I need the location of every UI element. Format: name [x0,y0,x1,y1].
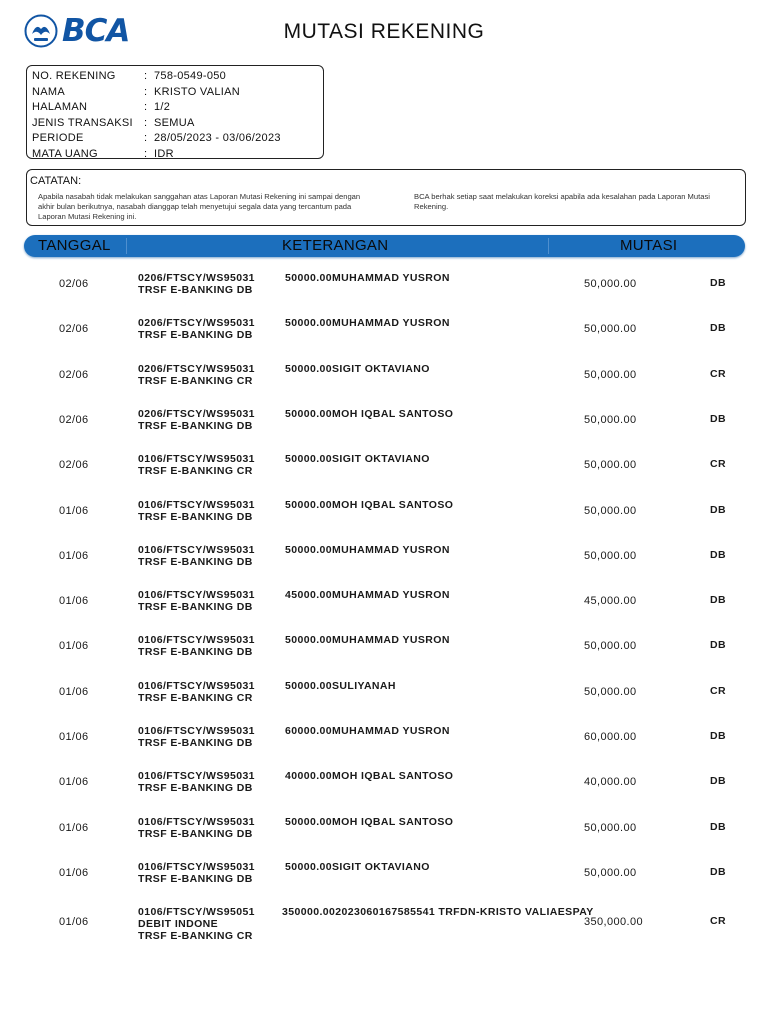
transaction-description: 40000.00MOH IQBAL SANTOSO [285,770,454,783]
transaction-amount: 50,000.00 [584,278,637,290]
transaction-date: 01/06 [59,866,89,879]
transaction-type: CR [710,458,726,471]
reference-line: TRSF E-BANKING CR [138,930,253,943]
reference-line: TRSF E-BANKING DB [138,329,253,342]
notes-right-text: BCA berhak setiap saat melakukan koreksi apabila ada kesalahan pada Laporan Mutasi Rekening. [414,192,710,211]
reference-line: 0106/FTSCY/WS95031 [138,770,255,783]
transaction-date: 01/06 [59,685,89,698]
account-label: HALAMAN [32,101,88,113]
transaction-reference [138,770,255,794]
account-label: JENIS TRANSAKSI [32,116,133,129]
transaction-reference [138,363,255,387]
account-colon: : [144,101,148,113]
transaction-description: 50000.00SULIYANAH [285,679,396,692]
transaction-amount: 350,000.00 [584,916,644,929]
transaction-amount: 50,000.00 [584,413,637,426]
transaction-date: 02/06 [59,413,89,426]
account-row-transaction-type [32,116,323,132]
transaction-reference [138,680,255,704]
transaction-date: 02/06 [59,459,89,472]
reference-line: 0206/FTSCY/WS95031 [138,317,255,330]
transaction-reference [138,589,255,613]
account-value: KRISTO VALIAN [154,85,241,98]
transaction-reference [138,272,255,296]
transaction-amount: 60,000.00 [584,731,637,743]
reference-line: TRSF E-BANKING CR [138,691,253,704]
reference-line: TRSF E-BANKING CR [138,374,253,387]
account-label: MATA UANG [32,147,98,160]
notes-title: CATATAN: [30,175,82,187]
account-row-number [32,69,323,85]
transaction-amount: 50,000.00 [584,685,637,698]
transaction-type: CR [710,684,726,697]
account-colon: : [144,147,148,160]
transaction-reference [138,499,255,523]
account-value: 758-0549-050 [154,70,227,82]
transaction-type: DB [710,730,726,742]
transaction-amount: 45,000.00 [584,595,637,608]
account-colon: : [144,70,148,82]
account-info-box [26,65,324,159]
transaction-type: DB [710,865,726,878]
reference-line: TRSF E-BANKING DB [138,646,253,659]
reference-line: 0106/FTSCY/WS95031 [138,543,255,556]
account-label: PERIODE [32,132,84,144]
transaction-date: 02/06 [59,278,89,290]
reference-line: 0206/FTSCY/WS95031 [138,272,255,284]
reference-line: 0106/FTSCY/WS95031 [138,498,255,511]
transaction-description: 50000.00MUHAMMAD YUSRON [285,272,450,284]
transaction-description: 50000.00MOH IQBAL SANTOSO [285,498,454,511]
account-value: 1/2 [154,101,171,113]
transaction-type: DB [710,820,726,833]
column-header-description: KETERANGAN [282,237,389,254]
transaction-date: 01/06 [59,549,89,562]
transaction-type: DB [710,594,726,607]
transaction-description: 50000.00MUHAMMAD YUSRON [285,543,450,556]
account-label: NO. REKENING [32,70,116,82]
transaction-description: 50000.00MUHAMMAD YUSRON [285,317,450,330]
reference-line: 0106/FTSCY/WS95031 [138,453,255,466]
transaction-date: 01/06 [59,504,89,517]
reference-line: TRSF E-BANKING DB [138,872,253,885]
reference-line: 0106/FTSCY/WS95031 [138,815,255,828]
transaction-reference [138,408,255,432]
reference-line: TRSF E-BANKING DB [138,510,253,523]
reference-line: DEBIT INDONE [138,918,219,931]
reference-line: 0106/FTSCY/WS95031 [138,589,255,602]
transaction-reference [138,725,255,749]
transaction-type: CR [710,367,726,380]
account-row-currency [32,147,323,163]
transaction-reference [138,861,255,885]
transaction-description: 50000.00SIGIT OKTAVIANO [285,453,430,466]
transaction-amount: 50,000.00 [584,549,637,562]
account-value: SEMUA [154,116,195,129]
transaction-description: 45000.00MUHAMMAD YUSRON [285,589,450,602]
transaction-amount: 50,000.00 [584,323,637,336]
transaction-date: 01/06 [59,640,89,653]
transaction-description: 50000.00SIGIT OKTAVIANO [285,860,430,873]
transaction-amount: 40,000.00 [584,776,637,789]
transaction-reference [138,317,255,341]
transaction-type: DB [710,322,726,335]
notes-box [26,169,746,226]
transaction-amount: 50,000.00 [584,866,637,879]
column-divider [126,238,127,254]
account-colon: : [144,132,148,144]
column-header-date: TANGGAL [38,237,111,254]
account-value: 28/05/2023 - 03/06/2023 [154,132,281,144]
transaction-type: DB [710,548,726,561]
reference-line: TRSF E-BANKING DB [138,555,253,568]
reference-line: 0106/FTSCY/WS95031 [138,725,255,737]
transaction-amount: 50,000.00 [584,368,637,381]
transaction-reference [138,634,255,658]
transaction-amount: 50,000.00 [584,504,637,517]
transaction-reference [138,544,255,568]
account-value: IDR [154,147,174,160]
transaction-amount: 50,000.00 [584,821,637,834]
transaction-date: 02/06 [59,323,89,336]
reference-line: TRSF E-BANKING DB [138,284,253,296]
account-label: NAMA [32,85,65,98]
transaction-type: DB [710,503,726,516]
account-row-name [32,85,323,101]
transaction-date: 01/06 [59,731,89,743]
transaction-type: DB [710,639,726,652]
transaction-date: 01/06 [59,916,89,929]
transaction-date: 01/06 [59,776,89,789]
account-colon: : [144,116,148,129]
transaction-date: 01/06 [59,821,89,834]
reference-line: 0106/FTSCY/WS95031 [138,860,255,873]
transaction-type: DB [710,412,726,425]
page-title: MUTASI REKENING [283,20,485,43]
transaction-description: 50000.00MUHAMMAD YUSRON [285,634,450,647]
account-row-page [32,100,323,116]
transaction-type: CR [710,915,726,928]
transaction-type: DB [710,277,726,289]
transaction-reference [138,906,255,942]
notes-left-text: Apabila nasabah tidak melakukan sanggahan atas Laporan Mutasi Rekening ini sampai dengan akhir bulan berikutnya, nasabah dianggap telah menyetujui segala data yang tercantum pada Laporan Mutasi Rekening ini. [38,192,361,221]
reference-line: 0106/FTSCY/WS95031 [138,679,255,692]
transaction-reference [138,816,255,840]
reference-line: TRSF E-BANKING CR [138,465,253,478]
transaction-description: 50000.00MOH IQBAL SANTOSO [285,407,454,420]
bca-logo-text: BCA [62,12,130,49]
transaction-amount: 50,000.00 [584,640,637,653]
reference-line: 0106/FTSCY/WS95031 [138,634,255,647]
reference-line: TRSF E-BANKING DB [138,419,253,432]
reference-line: 0206/FTSCY/WS95031 [138,362,255,375]
transaction-date: 01/06 [59,595,89,608]
reference-line: TRSF E-BANKING DB [138,601,253,614]
reference-line: TRSF E-BANKING DB [138,737,253,749]
transaction-description: 50000.00SIGIT OKTAVIANO [285,362,430,375]
transaction-description: 350000.002023060167585541 TRFDN-KRISTO VALIAESPAY [282,906,594,919]
reference-line: 0206/FTSCY/WS95031 [138,407,255,420]
transaction-description: 60000.00MUHAMMAD YUSRON [285,725,450,737]
reference-line: TRSF E-BANKING DB [138,782,253,795]
transaction-description: 50000.00MOH IQBAL SANTOSO [285,815,454,828]
transaction-amount: 50,000.00 [584,459,637,472]
transaction-date: 02/06 [59,368,89,381]
reference-line: TRSF E-BANKING DB [138,827,253,840]
reference-line: 0106/FTSCY/WS95051 [138,906,255,919]
transaction-type: DB [710,775,726,788]
column-header-amount: MUTASI [620,237,678,254]
transaction-reference [138,453,255,477]
table-header [24,235,745,257]
account-colon: : [144,85,148,98]
account-row-period [32,131,323,147]
column-divider [548,238,549,254]
